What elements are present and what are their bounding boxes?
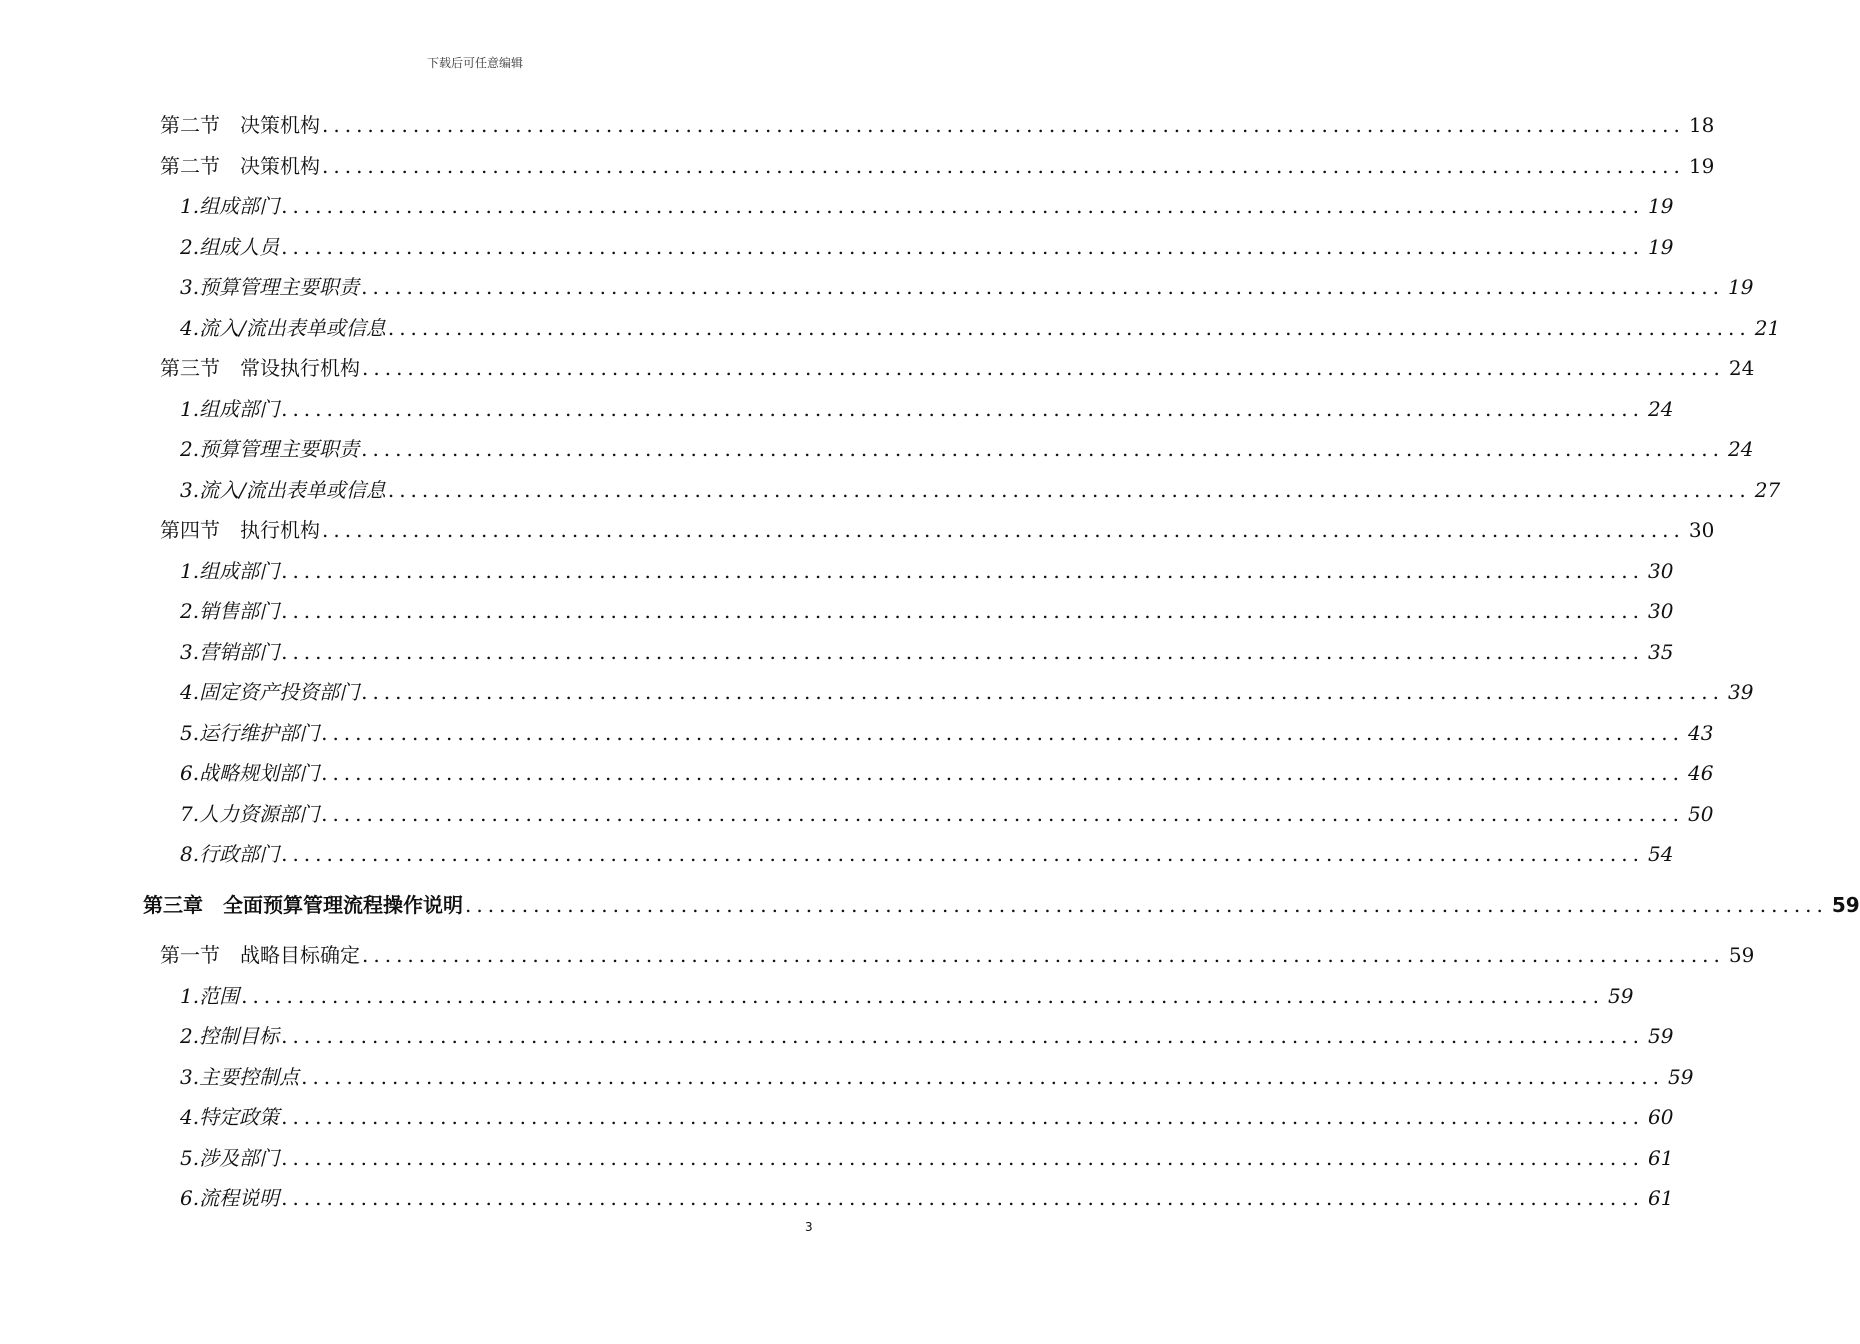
toc-entry[interactable] [180,794,1714,834]
toc-entry-page: 54 [1647,842,1674,866]
toc-entry[interactable] [160,146,1715,186]
toc-leader-dots: ........................................................................................................................ [281,599,1644,623]
toc-leader-dots: ........................................................................................................................ [281,1024,1644,1048]
toc-leader-dots: ........................................................................................................................ [241,983,1604,1008]
toc-leader-dots: ........................................................................................................................ [281,1105,1644,1129]
toc-leader-dots: ........................................................................................................................ [362,943,1725,967]
toc-leader-dots: ........................................................................................................................ [361,275,1724,299]
toc-entry[interactable] [160,348,1755,388]
toc-entry-page: 59 [1667,1064,1694,1089]
toc-leader-dots: ........................................................................................................................ [281,234,1644,259]
toc-entry-title: 战略规划部门 [199,761,320,785]
toc-entry[interactable] [180,1016,1674,1056]
toc-entry-title: 控制目标 [199,1024,280,1048]
toc-entry-number: 1. [180,983,200,1008]
toc-entry[interactable] [160,105,1715,145]
toc-leader-dots: ........................................................................................................................ [322,113,1685,137]
toc-entry-page: 59 [1647,1024,1674,1048]
toc-entry-number: 3. [180,275,200,299]
toc-leader-dots: ........................................................................................................................ [281,639,1644,664]
toc-entry[interactable] [180,267,1754,307]
toc-leader-dots: ........................................................................................................................ [281,1186,1644,1210]
toc-entry-title: 预算管理主要职责 [199,437,360,461]
toc-entry-page: 61 [1647,1145,1674,1170]
toc-entry-number: 2. [180,234,200,259]
toc-entry-page: 24 [1727,437,1754,461]
toc-entry[interactable] [160,510,1715,550]
toc-entry-page: 39 [1727,680,1754,704]
toc-entry-number: 2. [180,437,200,461]
toc-leader-dots: ........................................................................................................................ [361,680,1724,704]
toc-entry-page: 59 [1728,943,1755,967]
toc-entry[interactable] [180,1097,1674,1137]
toc-entry-page: 60 [1647,1105,1674,1129]
toc-entry-title: 组成部门 [199,396,280,421]
toc-entry-page: 30 [1688,518,1715,542]
toc-entry[interactable] [180,1057,1694,1097]
toc-entry[interactable] [180,1178,1674,1218]
toc-entry-number: 7. [180,801,200,826]
toc-entry-page: 19 [1727,275,1754,299]
toc-entry[interactable] [180,591,1674,631]
toc-entry[interactable] [180,834,1674,874]
toc-entry[interactable] [180,429,1754,469]
toc-entry[interactable] [180,632,1674,672]
toc-entry-number: 5. [180,720,200,745]
toc-entry[interactable] [160,935,1755,975]
toc-entry[interactable] [180,753,1714,793]
toc-entry-page: 35 [1647,639,1674,664]
toc-leader-dots: ........................................................................................................................ [281,1145,1644,1170]
toc-entry-title: 组成部门 [199,558,280,583]
toc-entry[interactable] [180,227,1674,267]
toc-entry-title: 组成人员 [199,234,280,259]
toc-leader-dots: ........................................................................................................................ [362,356,1725,380]
toc-entry-title: 固定资产投资部门 [199,680,360,704]
toc-leader-dots: ........................................................................................................................ [321,720,1684,745]
toc-entry[interactable] [180,713,1714,753]
toc-entry[interactable] [180,551,1674,591]
page-header: 下载后可任意编辑 [426,56,523,70]
toc-entry-number: 6. [180,1186,200,1210]
toc-entry-number: 3. [180,1064,200,1089]
toc-entry-page: 43 [1687,720,1714,745]
toc-leader-dots: ........................................................................................................................ [321,761,1684,785]
toc-entry-title: 行政部门 [199,842,280,866]
toc-entry[interactable] [180,308,1781,348]
toc-leader-dots: ........................................................................................................................ [322,518,1685,542]
toc-entry-number: 4. [180,315,200,340]
toc-leader-dots: ........................................................................................................................ [281,558,1644,583]
toc-entry-page: 59 [1607,983,1634,1008]
toc-entry-title: 运行维护部门 [199,720,320,745]
page-number: 3 [805,1220,813,1234]
toc-entry[interactable] [180,470,1781,510]
toc-entry-title: 特定政策 [199,1105,280,1129]
toc-entry-page: 50 [1687,801,1714,826]
toc-entry-title: 第三节 常设执行机构 [160,356,360,380]
toc-entry[interactable] [180,1138,1674,1178]
toc-entry-title: 流入/流出表单或信息 [199,477,386,502]
toc-entry-title: 流入/流出表单或信息 [199,315,386,340]
toc-entry-page: 21 [1754,315,1781,340]
toc-entry[interactable] [180,389,1674,429]
toc-leader-dots: ........................................................................................................................ [387,315,1751,340]
toc-entry-page: 61 [1647,1186,1674,1210]
toc-entry-page: 24 [1647,396,1674,421]
toc-entry-number: 6. [180,761,200,785]
toc-leader-dots: ........................................................................................................................ [321,801,1684,826]
toc-leader-dots: ........................................................................................................................ [322,153,1685,178]
toc-entry-title: 范围 [199,983,240,1008]
toc-leader-dots: ........................................................................................................................ [361,437,1724,461]
toc-entry[interactable] [143,885,1860,925]
toc-entry-page: 18 [1688,113,1715,137]
toc-entry-title: 第四节 执行机构 [160,518,320,542]
toc-entry-title: 主要控制点 [199,1064,300,1089]
toc-entry-number: 5. [180,1145,200,1170]
toc-entry-page: 27 [1754,477,1781,502]
toc-entry-page: 24 [1728,356,1755,380]
toc-entry-page: 19 [1647,194,1674,218]
toc-entry-title: 流程说明 [199,1186,280,1210]
toc-entry-title: 预算管理主要职责 [199,275,360,299]
toc-entry-number: 1. [180,396,200,421]
toc-entry-title: 组成部门 [199,194,280,218]
toc-entry-number: 3. [180,477,200,502]
toc-entry-page: 30 [1647,558,1674,583]
toc-entry-page: 19 [1647,234,1674,259]
toc-entry-title: 第一节 战略目标确定 [160,943,360,967]
toc-entry[interactable] [180,976,1634,1016]
toc-entry-title: 第三章 全面预算管理流程操作说明 [143,892,463,917]
toc-entry-title: 第二节 决策机构 [160,113,320,137]
toc-entry-number: 2. [180,1024,200,1048]
toc-entry-title: 销售部门 [199,599,280,623]
toc-leader-dots: ........................................................................................................................ [301,1064,1664,1089]
toc-entry-number: 4. [180,680,200,704]
toc-leader-dots: ........................................................................................................................ [387,477,1751,502]
toc-leader-dots: ........................................................................................................................ [281,194,1644,218]
toc-entry-number: 1. [180,194,200,218]
toc-entry-title: 营销部门 [199,639,280,664]
toc-entry-number: 3. [180,639,200,664]
toc-entry-number: 1. [180,558,200,583]
toc-entry-page: 30 [1647,599,1674,623]
toc-entry-title: 人力资源部门 [199,801,320,826]
toc-entry-number: 2. [180,599,200,623]
toc-entry-page: 19 [1688,153,1715,178]
toc-entry-number: 8. [180,842,200,866]
toc-leader-dots: ........................................................................................................................ [465,892,1828,917]
toc-entry-page: 46 [1687,761,1714,785]
toc-leader-dots: ........................................................................................................................ [281,842,1644,866]
toc-entry-title: 涉及部门 [199,1145,280,1170]
toc-entry[interactable] [180,186,1674,226]
toc-entry-number: 4. [180,1105,200,1129]
toc-entry-title: 第二节 决策机构 [160,153,320,178]
toc-leader-dots: ........................................................................................................................ [281,396,1644,421]
toc-entry[interactable] [180,672,1754,712]
toc-entry-page: 59 [1831,892,1860,917]
